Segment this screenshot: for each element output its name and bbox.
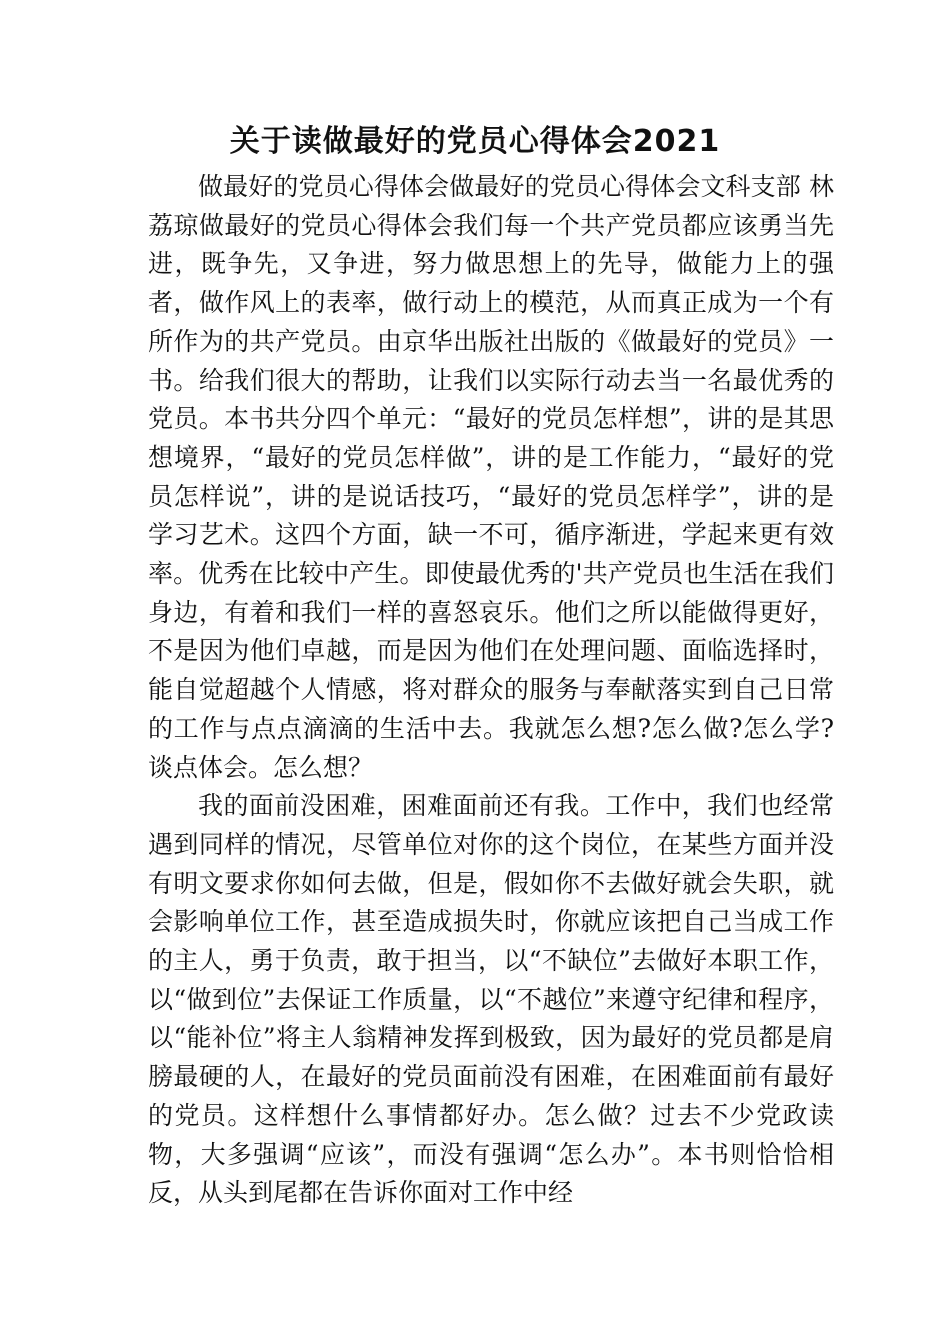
paragraph-1: 做最好的党员心得体会做最好的党员心得体会文科支部 林荔琼做最好的党员心得体会我们每一个共产党员都应该勇当先进，既争先，又争进，努力做思想上的先导，做能力上的强者，做作风上的表率，做行动上的模范，从而真正成为一个有所作为的共产党员。由京华出版社出版的《做最好的党员》一书。给我们很大的帮助，让我们以实际行动去当一名最优秀的党员。本书共分四个单元：“最好的党员怎样想”，讲的是其思想境界，“最好的党员怎样做”，讲的是工作能力，“最好的党员怎样说”，讲的是说话技巧，“最好的党员怎样学”，讲的是学习艺术。这四个方面，缺一不可，循序渐进，学起来更有效率。优秀在比较中产生。即使最优秀的'共产党员也生活在我们身边，有着和我们一样的喜怒哀乐。他们之所以能做得更好，不是因为他们卓越，而是因为他们在处理问题、面临选择时，能自觉超越个人情感，将对群众的服务与奉献落实到自己日常的工作与点点滴滴的生活中去。我就怎么想?怎么做?怎么学?谈点体会。怎么想？ bbox=[148, 172, 834, 782]
document-body bbox=[148, 168, 834, 1213]
document-title: 关于读做最好的党员心得体会2021 bbox=[229, 124, 721, 159]
paragraph-2: 我的面前没困难，困难面前还有我。工作中，我们也经常遇到同样的情况，尽管单位对你的这个岗位，在某些方面并没有明文要求你如何去做，但是，假如你不去做好就会失职，就会影响单位工作，甚至造成损失时，你就应该把自己当成工作的主人，勇于负责，敢于担当，以“不缺位”去做好本职工作，以“做到位”去保证工作质量，以“不越位”来遵守纪律和程序，以“能补位”将主人翁精神发挥到极致，因为最好的党员都是肩膀最硬的人，在最好的党员面前没有困难，在困难面前有最好的党员。这样想什么事情都好办。怎么做？过去不少党政读物，大多强调“应该”，而没有强调“怎么办”。本书则恰恰相反，从头到尾都在告诉你面对工作中经 bbox=[148, 791, 834, 1208]
